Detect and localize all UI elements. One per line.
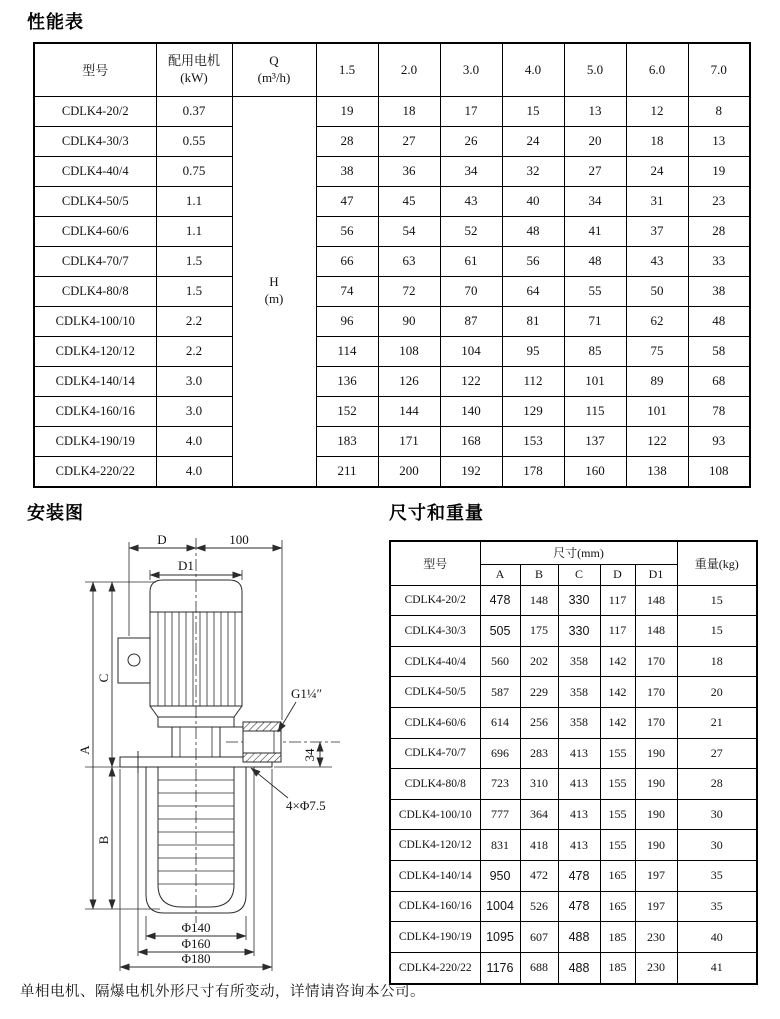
perf-head-cell: 18 xyxy=(626,126,688,156)
perf-model-cell: CDLK4-40/4 xyxy=(34,156,156,186)
perf-head-cell: 85 xyxy=(564,336,626,366)
perf-head-cell: 43 xyxy=(626,246,688,276)
dimensions-weight-table xyxy=(389,540,758,985)
dims-table-row xyxy=(390,769,757,800)
perf-head-cell: 19 xyxy=(688,156,750,186)
dims-size-cell: 170 xyxy=(635,646,677,677)
perf-power-cell: 0.75 xyxy=(156,156,232,186)
dims-model-cell: CDLK4-20/2 xyxy=(390,585,480,616)
dim-label-d: D xyxy=(157,532,167,547)
perf-power-cell: 1.1 xyxy=(156,216,232,246)
perf-head-cell: 13 xyxy=(564,96,626,126)
perf-model-cell: CDLK4-120/12 xyxy=(34,336,156,366)
perf-head-cell: 62 xyxy=(626,306,688,336)
perf-head-cell: 114 xyxy=(316,336,378,366)
dims-size-cell: 142 xyxy=(600,646,635,677)
dims-weight-cell: 41 xyxy=(677,952,757,984)
perf-head-cell: 45 xyxy=(378,186,440,216)
perf-head-cell: 171 xyxy=(378,426,440,456)
perf-power-cell: 0.37 xyxy=(156,96,232,126)
dims-size-cell: 413 xyxy=(558,769,600,800)
perf-col-q2: 2.0 xyxy=(378,43,440,96)
dims-size-cell: 560 xyxy=(480,646,520,677)
dims-size-cell: 185 xyxy=(600,952,635,984)
dims-model-cell: CDLK4-220/22 xyxy=(390,952,480,984)
dim-label-phi180: Φ180 xyxy=(181,951,211,966)
perf-model-cell: CDLK4-20/2 xyxy=(34,96,156,126)
perf-head-cell: 34 xyxy=(440,156,502,186)
perf-table-row xyxy=(34,426,750,456)
dims-size-cell: 505 xyxy=(480,616,520,647)
dim-label-phi160: Φ160 xyxy=(181,936,211,951)
perf-head-cell: 48 xyxy=(564,246,626,276)
dims-col-size-group: 尺寸(mm) xyxy=(480,541,677,564)
dims-size-cell: 190 xyxy=(635,799,677,830)
perf-table-row xyxy=(34,306,750,336)
installation-diagram-title: 安装图 xyxy=(27,503,84,523)
dims-size-cell: 155 xyxy=(600,738,635,769)
dims-size-cell: 117 xyxy=(600,616,635,647)
perf-head-cell: 90 xyxy=(378,306,440,336)
perf-head-cell: 27 xyxy=(378,126,440,156)
dims-size-cell: 607 xyxy=(520,922,558,953)
perf-head-cell: 18 xyxy=(378,96,440,126)
dims-col-weight: 重量(kg) xyxy=(677,541,757,585)
perf-head-cell: 38 xyxy=(688,276,750,306)
perf-col-q6: 6.0 xyxy=(626,43,688,96)
perf-head-cell: 28 xyxy=(316,126,378,156)
dims-size-cell: 202 xyxy=(520,646,558,677)
dims-col-b: B xyxy=(520,564,558,585)
dims-size-cell: 155 xyxy=(600,799,635,830)
head-unit-cell: H (m) xyxy=(232,96,316,487)
dims-size-cell: 283 xyxy=(520,738,558,769)
dims-model-cell: CDLK4-160/16 xyxy=(390,891,480,922)
perf-model-cell: CDLK4-220/22 xyxy=(34,456,156,487)
perf-head-cell: 115 xyxy=(564,396,626,426)
perf-head-cell: 74 xyxy=(316,276,378,306)
perf-col-q4: 4.0 xyxy=(502,43,564,96)
perf-head-cell: 64 xyxy=(502,276,564,306)
dims-size-cell: 526 xyxy=(520,891,558,922)
dims-model-cell: CDLK4-80/8 xyxy=(390,769,480,800)
perf-head-cell: 55 xyxy=(564,276,626,306)
perf-head-cell: 153 xyxy=(502,426,564,456)
perf-head-cell: 15 xyxy=(502,96,564,126)
perf-head-cell: 71 xyxy=(564,306,626,336)
perf-col-flow-line1: Q xyxy=(269,52,279,68)
dims-size-cell: 170 xyxy=(635,677,677,708)
perf-power-cell: 2.2 xyxy=(156,306,232,336)
top-dimensions xyxy=(129,532,282,720)
perf-head-cell: 122 xyxy=(626,426,688,456)
perf-head-cell: 17 xyxy=(440,96,502,126)
dims-size-cell: 165 xyxy=(600,860,635,891)
dims-table-row xyxy=(390,677,757,708)
dims-weight-cell: 30 xyxy=(677,830,757,861)
perf-head-cell: 178 xyxy=(502,456,564,487)
dims-col-a: A xyxy=(480,564,520,585)
dims-table-row xyxy=(390,830,757,861)
dims-size-cell: 358 xyxy=(558,677,600,708)
perf-table-body xyxy=(34,96,750,487)
dim-label-b: B xyxy=(96,835,111,845)
dims-weight-cell: 18 xyxy=(677,646,757,677)
perf-model-cell: CDLK4-50/5 xyxy=(34,186,156,216)
dims-size-cell: 614 xyxy=(480,707,520,738)
perf-head-cell: 95 xyxy=(502,336,564,366)
dims-table-row xyxy=(390,646,757,677)
perf-head-cell: 89 xyxy=(626,366,688,396)
perf-head-cell: 129 xyxy=(502,396,564,426)
perf-head-cell: 48 xyxy=(502,216,564,246)
perf-head-cell: 8 xyxy=(688,96,750,126)
dims-table-row xyxy=(390,922,757,953)
perf-table-row xyxy=(34,276,750,306)
dims-model-cell: CDLK4-190/19 xyxy=(390,922,480,953)
dims-weight-cell: 15 xyxy=(677,585,757,616)
perf-head-cell: 68 xyxy=(688,366,750,396)
perf-power-cell: 1.5 xyxy=(156,276,232,306)
perf-head-cell: 75 xyxy=(626,336,688,366)
perf-col-flow-line2: (m³/h) xyxy=(257,69,291,85)
perf-head-cell: 32 xyxy=(502,156,564,186)
motor-outline xyxy=(118,580,242,727)
perf-head-cell: 78 xyxy=(688,396,750,426)
perf-head-cell: 19 xyxy=(316,96,378,126)
dims-size-cell: 330 xyxy=(558,585,600,616)
dims-size-cell: 185 xyxy=(600,922,635,953)
perf-head-cell: 66 xyxy=(316,246,378,276)
dims-model-cell: CDLK4-40/4 xyxy=(390,646,480,677)
perf-head-cell: 36 xyxy=(378,156,440,186)
dims-size-cell: 1004 xyxy=(480,891,520,922)
perf-head-cell: 41 xyxy=(564,216,626,246)
perf-head-cell: 13 xyxy=(688,126,750,156)
perf-head-cell: 144 xyxy=(378,396,440,426)
perf-power-cell: 3.0 xyxy=(156,366,232,396)
perf-col-motor-line1: 配用电机 xyxy=(167,52,220,68)
perf-table-row xyxy=(34,186,750,216)
dims-size-cell: 688 xyxy=(520,952,558,984)
dim-label-c: C xyxy=(96,673,111,683)
dims-weight-cell: 30 xyxy=(677,799,757,830)
perf-head-cell: 200 xyxy=(378,456,440,487)
perf-head-cell: 70 xyxy=(440,276,502,306)
dims-model-cell: CDLK4-60/6 xyxy=(390,707,480,738)
perf-col-q3: 3.0 xyxy=(440,43,502,96)
perf-model-cell: CDLK4-60/6 xyxy=(34,216,156,246)
dims-size-cell: 165 xyxy=(600,891,635,922)
left-dimensions xyxy=(77,582,160,909)
dims-size-cell: 472 xyxy=(520,860,558,891)
perf-model-cell: CDLK4-140/14 xyxy=(34,366,156,396)
performance-table-title: 性能表 xyxy=(27,12,84,32)
dims-table-row xyxy=(390,616,757,647)
perf-head-cell: 108 xyxy=(378,336,440,366)
dims-col-d1: D1 xyxy=(635,564,677,585)
dims-size-cell: 1176 xyxy=(480,952,520,984)
perf-table-row xyxy=(34,96,750,126)
perf-col-motor-line2: (kW) xyxy=(180,69,208,85)
perf-col-model: 型号 xyxy=(34,43,156,96)
dims-size-cell: 190 xyxy=(635,769,677,800)
perf-head-cell: 152 xyxy=(316,396,378,426)
dims-size-cell: 478 xyxy=(558,860,600,891)
performance-table xyxy=(33,42,751,488)
perf-power-cell: 1.1 xyxy=(156,186,232,216)
perf-head-cell: 93 xyxy=(688,426,750,456)
perf-model-cell: CDLK4-190/19 xyxy=(34,426,156,456)
perf-head-cell: 136 xyxy=(316,366,378,396)
dims-weight-cell: 40 xyxy=(677,922,757,953)
perf-table-row xyxy=(34,126,750,156)
dims-size-cell: 488 xyxy=(558,922,600,953)
perf-head-cell: 61 xyxy=(440,246,502,276)
dims-size-cell: 142 xyxy=(600,707,635,738)
perf-head-cell: 56 xyxy=(502,246,564,276)
dim-label-d1: D1 xyxy=(178,558,194,573)
dims-size-cell: 148 xyxy=(520,585,558,616)
dims-size-cell: 142 xyxy=(600,677,635,708)
perf-table-row xyxy=(34,366,750,396)
perf-model-cell: CDLK4-80/8 xyxy=(34,276,156,306)
perf-head-cell: 28 xyxy=(688,216,750,246)
perf-head-cell: 47 xyxy=(316,186,378,216)
perf-table-row xyxy=(34,336,750,366)
dims-table-row xyxy=(390,952,757,984)
dims-size-cell: 950 xyxy=(480,860,520,891)
perf-power-cell: 0.55 xyxy=(156,126,232,156)
perf-head-cell: 183 xyxy=(316,426,378,456)
dim-label-phi140: Φ140 xyxy=(181,920,211,935)
dims-size-cell: 155 xyxy=(600,830,635,861)
dims-size-cell: 230 xyxy=(635,952,677,984)
perf-head-cell: 138 xyxy=(626,456,688,487)
dims-size-cell: 478 xyxy=(558,891,600,922)
motor-fins xyxy=(158,612,235,706)
perf-head-cell: 126 xyxy=(378,366,440,396)
dims-size-cell: 358 xyxy=(558,646,600,677)
perf-head-cell: 33 xyxy=(688,246,750,276)
thread-label: G1¼″ xyxy=(291,686,323,701)
holes-label: 4×Φ7.5 xyxy=(286,798,326,813)
dims-size-cell: 413 xyxy=(558,799,600,830)
dims-size-cell: 175 xyxy=(520,616,558,647)
perf-head-cell: 23 xyxy=(688,186,750,216)
perf-head-cell: 38 xyxy=(316,156,378,186)
dims-weight-cell: 35 xyxy=(677,891,757,922)
dims-size-cell: 190 xyxy=(635,830,677,861)
dims-size-cell: 197 xyxy=(635,860,677,891)
dims-size-cell: 230 xyxy=(635,922,677,953)
perf-head-cell: 37 xyxy=(626,216,688,246)
perf-head-cell: 24 xyxy=(626,156,688,186)
perf-model-cell: CDLK4-70/7 xyxy=(34,246,156,276)
dims-size-cell: 723 xyxy=(480,769,520,800)
dims-size-cell: 229 xyxy=(520,677,558,708)
perf-head-cell: 140 xyxy=(440,396,502,426)
dims-size-cell: 148 xyxy=(635,616,677,647)
perf-head-cell: 192 xyxy=(440,456,502,487)
dims-col-c: C xyxy=(558,564,600,585)
dims-table-row xyxy=(390,891,757,922)
perf-head-cell: 48 xyxy=(688,306,750,336)
dims-col-d: D xyxy=(600,564,635,585)
dims-size-cell: 170 xyxy=(635,707,677,738)
perf-col-flow xyxy=(232,43,316,96)
perf-head-cell: 101 xyxy=(564,366,626,396)
perf-head-cell: 12 xyxy=(626,96,688,126)
dims-table-row xyxy=(390,860,757,891)
perf-head-cell: 58 xyxy=(688,336,750,366)
dims-model-cell: CDLK4-120/12 xyxy=(390,830,480,861)
perf-power-cell: 2.2 xyxy=(156,336,232,366)
dims-size-cell: 696 xyxy=(480,738,520,769)
perf-model-cell: CDLK4-30/3 xyxy=(34,126,156,156)
perf-head-cell: 27 xyxy=(564,156,626,186)
perf-head-cell: 50 xyxy=(626,276,688,306)
dims-size-cell: 418 xyxy=(520,830,558,861)
dims-size-cell: 777 xyxy=(480,799,520,830)
perf-head-cell: 137 xyxy=(564,426,626,456)
perf-table-row xyxy=(34,246,750,276)
perf-head-cell: 34 xyxy=(564,186,626,216)
perf-col-motor xyxy=(156,43,232,96)
dims-size-cell: 358 xyxy=(558,707,600,738)
perf-head-cell: 122 xyxy=(440,366,502,396)
dims-weight-cell: 20 xyxy=(677,677,757,708)
perf-power-cell: 4.0 xyxy=(156,456,232,487)
dims-weight-cell: 35 xyxy=(677,860,757,891)
dims-size-cell: 197 xyxy=(635,891,677,922)
perf-head-cell: 43 xyxy=(440,186,502,216)
perf-col-q1: 1.5 xyxy=(316,43,378,96)
dims-weight-cell: 27 xyxy=(677,738,757,769)
dims-model-cell: CDLK4-100/10 xyxy=(390,799,480,830)
perf-head-cell: 24 xyxy=(502,126,564,156)
perf-power-cell: 1.5 xyxy=(156,246,232,276)
dims-table-body xyxy=(390,585,757,984)
dims-size-cell: 364 xyxy=(520,799,558,830)
perf-head-cell: 56 xyxy=(316,216,378,246)
perf-table-row xyxy=(34,216,750,246)
perf-model-cell: CDLK4-100/10 xyxy=(34,306,156,336)
dims-size-cell: 478 xyxy=(480,585,520,616)
dim-label-100: 100 xyxy=(229,532,249,547)
perf-power-cell: 3.0 xyxy=(156,396,232,426)
dims-size-cell: 155 xyxy=(600,769,635,800)
dims-size-cell: 256 xyxy=(520,707,558,738)
dims-size-cell: 587 xyxy=(480,677,520,708)
perf-power-cell: 4.0 xyxy=(156,426,232,456)
dims-model-cell: CDLK4-70/7 xyxy=(390,738,480,769)
perf-head-cell: 101 xyxy=(626,396,688,426)
dims-table-row xyxy=(390,585,757,616)
perf-model-cell: CDLK4-160/16 xyxy=(34,396,156,426)
terminal-box-hole xyxy=(128,654,140,666)
dims-header-row1 xyxy=(390,541,757,564)
dims-model-cell: CDLK4-140/14 xyxy=(390,860,480,891)
dims-weight-cell: 28 xyxy=(677,769,757,800)
perf-head-cell: 112 xyxy=(502,366,564,396)
perf-head-cell: 31 xyxy=(626,186,688,216)
dims-size-cell: 148 xyxy=(635,585,677,616)
dim-label-34: 34 xyxy=(302,748,317,762)
perf-col-q5: 5.0 xyxy=(564,43,626,96)
dimensions-table-title: 尺寸和重量 xyxy=(389,503,484,523)
dims-weight-cell: 15 xyxy=(677,616,757,647)
perf-head-cell: 63 xyxy=(378,246,440,276)
dims-size-cell: 117 xyxy=(600,585,635,616)
dims-size-cell: 310 xyxy=(520,769,558,800)
perf-head-cell: 96 xyxy=(316,306,378,336)
perf-col-q7: 7.0 xyxy=(688,43,750,96)
dims-size-cell: 330 xyxy=(558,616,600,647)
perf-head-cell: 54 xyxy=(378,216,440,246)
dims-weight-cell: 21 xyxy=(677,707,757,738)
dims-table-row xyxy=(390,707,757,738)
perf-head-cell: 211 xyxy=(316,456,378,487)
dims-size-cell: 413 xyxy=(558,738,600,769)
dims-size-cell: 1095 xyxy=(480,922,520,953)
perf-head-cell: 52 xyxy=(440,216,502,246)
perf-head-cell: 40 xyxy=(502,186,564,216)
dims-col-model: 型号 xyxy=(390,541,480,585)
dims-model-cell: CDLK4-30/3 xyxy=(390,616,480,647)
footer-note: 单相电机、隔爆电机外形尺寸有所变动，详情请咨询本公司。 xyxy=(20,984,425,1000)
dims-table-row xyxy=(390,738,757,769)
perf-table-row xyxy=(34,456,750,487)
dims-size-cell: 488 xyxy=(558,952,600,984)
dims-size-cell: 413 xyxy=(558,830,600,861)
dim-label-a: A xyxy=(77,745,92,755)
dims-model-cell: CDLK4-50/5 xyxy=(390,677,480,708)
perf-head-cell: 72 xyxy=(378,276,440,306)
dims-table-row xyxy=(390,799,757,830)
discharge-port xyxy=(243,722,281,762)
perf-head-cell: 168 xyxy=(440,426,502,456)
perf-table-row xyxy=(34,396,750,426)
perf-head-cell: 104 xyxy=(440,336,502,366)
perf-head-cell: 81 xyxy=(502,306,564,336)
perf-head-cell: 26 xyxy=(440,126,502,156)
perf-head-cell: 160 xyxy=(564,456,626,487)
installation-diagram xyxy=(48,528,388,980)
perf-table-row xyxy=(34,156,750,186)
perf-head-cell: 20 xyxy=(564,126,626,156)
dims-size-cell: 190 xyxy=(635,738,677,769)
perf-head-cell: 87 xyxy=(440,306,502,336)
perf-head-cell: 108 xyxy=(688,456,750,487)
terminal-box xyxy=(118,638,150,683)
perf-header-row xyxy=(34,43,750,96)
dims-size-cell: 831 xyxy=(480,830,520,861)
